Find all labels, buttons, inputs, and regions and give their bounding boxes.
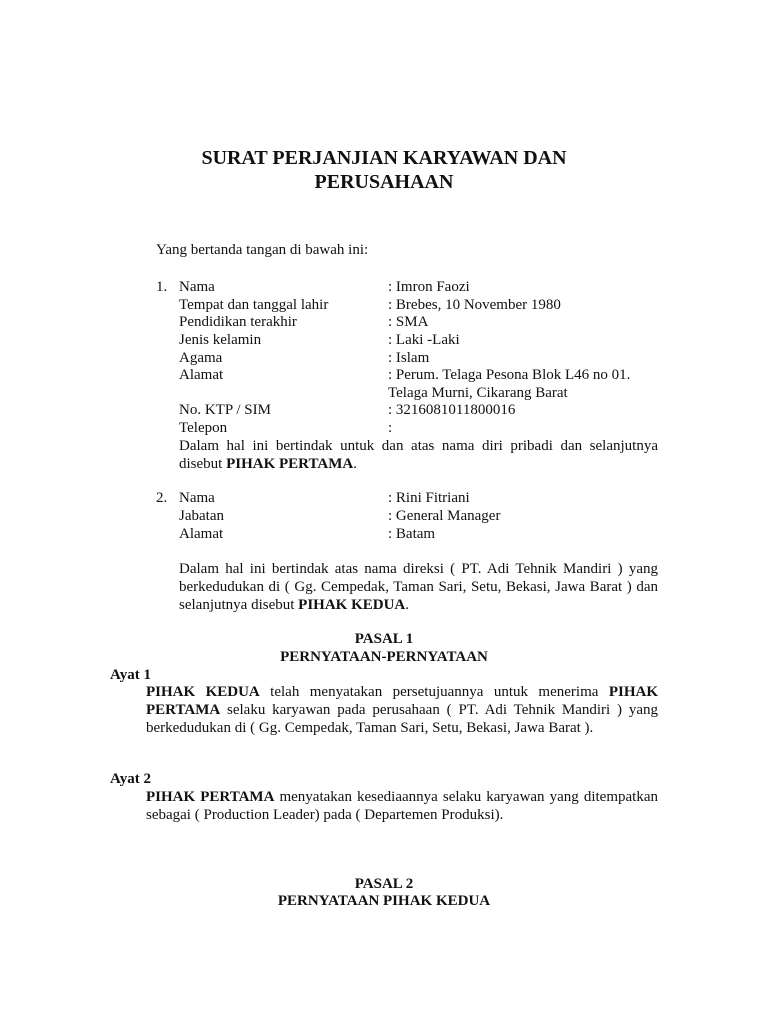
party1-value-alamat: : Perum. Telaga Pesona Blok L46 no 01. [388,367,631,383]
party1-value-ttl: : Brebes, 10 November 1980 [388,297,561,313]
party2-label-nama: Nama [179,490,215,506]
party2-value-jabatan: : General Manager [388,508,501,524]
party2-number: 2. [156,490,168,506]
party1-label-telepon: Telepon [179,420,228,436]
ayat2-bold-1: PIHAK PERTAMA [146,789,275,805]
ayat1-label: Ayat 1 [110,667,151,683]
ayat1-text [146,684,658,737]
party1-value-pendidikan: : SMA [388,314,429,330]
party1-statement [179,438,658,474]
party2-statement [179,561,658,614]
party1-label-alamat: Alamat [179,367,224,383]
party1-value-nama: : Imron Faozi [388,279,470,295]
ayat2-label: Ayat 2 [110,771,151,787]
ayat1-text-2: selaku karyawan pada perusahaan ( PT. Adi Tehnik Mandiri ) yang berkedudukan di ( Gg. Cempedak, Taman Sari, Setu, Bekasi, Jawa Barat ). [146,701,658,736]
pasal2-subheading: PERNYATAAN PIHAK KEDUA [277,893,491,909]
party2-value-nama: : Rini Fitriani [388,490,470,506]
party2-statement-text: Dalam hal ini bertindak atas nama direksi ( PT. Adi Tehnik Mandiri ) yang berkedudukan di ( Gg. Cempedak, Taman Sari, Setu, Bekasi, Jawa Barat ) dan selanjutnya disebut [179,561,658,613]
party2-statement-bold: PIHAK KEDUA [298,596,406,613]
party1-value-ktp: : 3216081011800016 [388,402,516,418]
pasal1-subheading: PERNYATAAN-PERNYATAAN [280,649,488,665]
party1-label-pendidikan: Pendidikan terakhir [179,314,297,330]
title-line-1: SURAT PERJANJIAN KARYAWAN DAN [201,147,567,169]
ayat2-text [146,789,658,825]
ayat1-bold-2: PIHAK PERTAMA [146,684,658,718]
party1-value-alamat-line2: Telaga Murni, Cikarang Barat [388,385,568,401]
party2-label-alamat: Alamat [179,526,224,542]
party1-label-agama: Agama [179,350,223,366]
title-line-2: PERUSAHAAN [314,171,454,193]
party1-label-nama: Nama [179,279,215,295]
pasal1-heading: PASAL 1 [354,631,414,647]
party1-label-jenis-kelamin: Jenis kelamin [179,332,262,348]
party1-value-jenis-kelamin: : Laki -Laki [388,332,460,348]
party2-statement-end: . [405,596,409,613]
party1-statement-end: . [353,455,357,472]
party1-value-agama: : Islam [388,350,430,366]
party1-label-ktp: No. KTP / SIM [179,402,271,418]
party1-number: 1. [156,279,168,295]
party1-value-telepon: : [388,420,393,436]
ayat1-bold-1: PIHAK KEDUA [146,684,260,700]
party1-statement-text: Dalam hal ini bertindak untuk dan atas nama diri pribadi dan selanjutnya disebut [179,438,658,472]
party2-value-alamat: : Batam [388,526,436,542]
ayat1-text-1: telah menyatakan persetujuannya untuk menerima [259,684,609,700]
document-title [0,146,768,194]
ayat2-text-1: menyatakan kesediaannya selaku karyawan yang ditempatkan sebagai ( Production Leader) pada ( Departemen Produksi). [146,789,658,823]
pasal2-heading: PASAL 2 [354,876,414,892]
party1-label-ttl: Tempat dan tanggal lahir [179,297,329,313]
party1-statement-bold: PIHAK PERTAMA [226,455,354,472]
party2-label-jabatan: Jabatan [179,508,224,524]
intro-text: Yang bertanda tangan di bawah ini: [156,242,369,258]
